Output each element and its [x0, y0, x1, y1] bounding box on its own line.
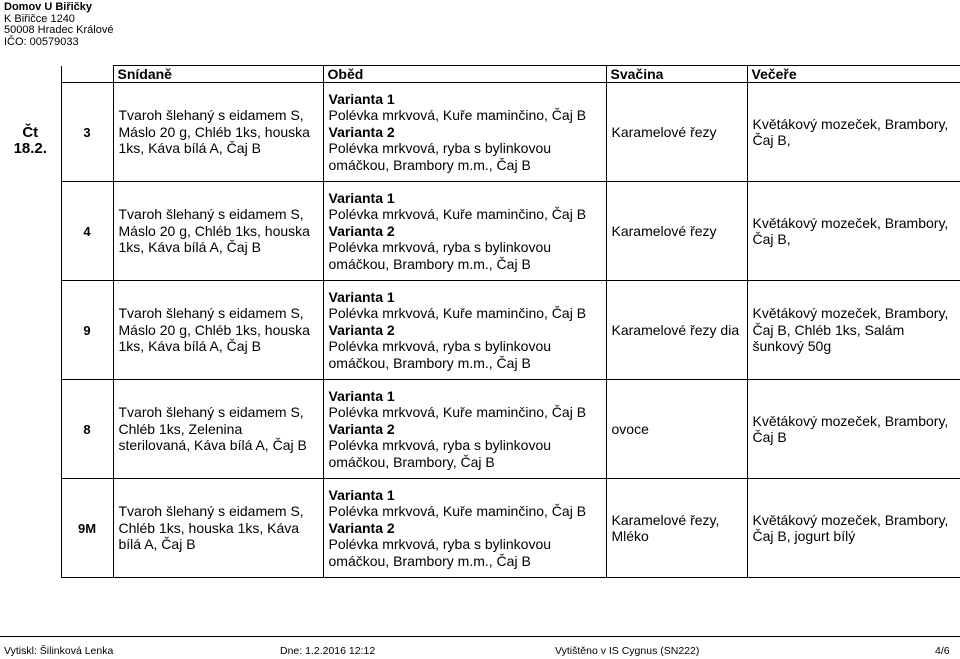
menu-table	[0, 65, 960, 578]
lunch-variant-2-line: Polévka mrkvová, ryba s bylinkovou	[328, 239, 552, 256]
menu-header-row	[0, 66, 960, 83]
lunch-variant-2-line: Polévka mrkvová, ryba s bylinkovou	[328, 338, 552, 355]
menu-row	[0, 281, 960, 380]
day-cell	[0, 83, 61, 578]
dinner-line: Květákový mozeček, Brambory,	[752, 214, 949, 231]
lunch-variant-2-label: Varianta 2	[328, 519, 395, 536]
menu-row	[0, 182, 960, 281]
dinner-cell	[747, 479, 960, 578]
dinner-cell	[747, 281, 960, 380]
breakfast-line: 1ks, Káva bílá A, Čaj B	[118, 338, 261, 355]
lunch-variant-2-line: omáčkou, Brambory m.m., Čaj B	[328, 156, 531, 173]
dinner-line: Květákový mozeček, Brambory,	[752, 412, 949, 429]
lunch-variant-1-line: Polévka mrkvová, Kuře maminčino, Čaj B	[328, 503, 587, 520]
breakfast-line: Tvaroh šlehaný s eidamem S,	[118, 404, 304, 421]
dinner-cell	[747, 182, 960, 281]
footer-date: Dne: 1.2.2016 12:12	[280, 645, 376, 657]
lunch-variant-2-line: omáčkou, Brambory m.m., Čaj B	[328, 354, 531, 371]
column-header-breakfast: Snídaně	[113, 66, 323, 83]
breakfast-cell	[113, 479, 323, 578]
lunch-variant-1-label: Varianta 1	[328, 189, 395, 206]
breakfast-line: Chléb 1ks, Zelenina	[118, 420, 243, 437]
snack-line: Karamelové řezy	[611, 222, 717, 239]
organization-header	[4, 2, 113, 48]
dinner-line: Čaj B, jogurt bílý	[752, 528, 856, 544]
snack-cell	[606, 281, 747, 380]
menu-row	[0, 83, 960, 182]
lunch-variant-2-line: omáčkou, Brambory m.m., Čaj B	[328, 552, 531, 569]
diet-number: 4	[61, 182, 113, 281]
breakfast-cell	[113, 281, 323, 380]
diet-number: 9	[61, 281, 113, 380]
breakfast-line: 1ks, Káva bílá A, Čaj B	[118, 239, 261, 256]
lunch-variant-2-line: Polévka mrkvová, ryba s bylinkovou	[328, 437, 552, 454]
lunch-variant-1-line: Polévka mrkvová, Kuře maminčino, Čaj B	[328, 305, 587, 322]
snack-line: Karamelové řezy dia	[611, 321, 740, 338]
dinner-line: šunkový 50g	[752, 338, 832, 355]
diet-number: 8	[61, 380, 113, 479]
lunch-variant-1-line: Polévka mrkvová, Kuře maminčino, Čaj B	[328, 206, 587, 223]
lunch-cell	[323, 182, 606, 281]
header-blank	[0, 66, 61, 83]
dinner-line: Květákový mozeček, Brambory,	[752, 305, 949, 322]
org-name: Domov U Biřičky	[4, 1, 93, 13]
footer-page: 4/6	[935, 645, 950, 657]
header-blank	[61, 66, 113, 83]
lunch-variant-1-label: Varianta 1	[328, 90, 395, 107]
menu-row	[0, 479, 960, 578]
dinner-line: Čaj B,	[752, 231, 791, 247]
column-header-lunch: Oběd	[323, 66, 606, 83]
snack-line: Karamelové řezy,	[611, 511, 720, 528]
breakfast-cell	[113, 83, 323, 182]
column-header-dinner: Večeře	[747, 66, 960, 83]
breakfast-line: Máslo 20 g, Chléb 1ks, houska	[118, 321, 310, 338]
breakfast-line: 1ks, Káva bílá A, Čaj B	[118, 140, 261, 157]
breakfast-cell	[113, 380, 323, 479]
dinner-line: Květákový mozeček, Brambory,	[752, 511, 949, 528]
org-address-city: 50008 Hradec Králové	[4, 24, 114, 36]
dinner-line: Čaj B, Chléb 1ks, Salám	[752, 321, 905, 338]
lunch-cell	[323, 479, 606, 578]
lunch-cell	[323, 281, 606, 380]
footer-system: Vytištěno v IS Cygnus (SN222)	[555, 645, 700, 657]
breakfast-line: Máslo 20 g, Chléb 1ks, houska	[118, 123, 310, 140]
lunch-variant-1-line: Polévka mrkvová, Kuře maminčino, Čaj B	[328, 404, 587, 421]
snack-line: Karamelové řezy	[611, 123, 717, 140]
dinner-line: Čaj B,	[752, 132, 791, 148]
menu-row	[0, 380, 960, 479]
breakfast-line: Tvaroh šlehaný s eidamem S,	[118, 503, 304, 520]
dinner-line: Květákový mozeček, Brambory,	[752, 115, 949, 132]
column-header-snack: Svačina	[606, 66, 747, 83]
snack-cell	[606, 83, 747, 182]
breakfast-line: Máslo 20 g, Chléb 1ks, houska	[118, 222, 310, 239]
breakfast-line: Chléb 1ks, houska 1ks, Káva	[118, 519, 300, 536]
breakfast-line: bílá A, Čaj B	[118, 536, 196, 553]
day-date: 18.2.	[13, 139, 47, 157]
lunch-variant-1-line: Polévka mrkvová, Kuře maminčino, Čaj B	[328, 107, 587, 124]
lunch-variant-2-label: Varianta 2	[328, 420, 395, 437]
breakfast-line: Tvaroh šlehaný s eidamem S,	[118, 305, 304, 322]
footer-printed-by: Vytiskl: Šilinková Lenka	[4, 645, 114, 657]
lunch-variant-2-line: omáčkou, Brambory m.m., Čaj B	[328, 255, 531, 272]
lunch-variant-1-label: Varianta 1	[328, 288, 395, 305]
breakfast-line: sterilovaná, Káva bílá A, Čaj B	[118, 437, 307, 454]
snack-line: Mléko	[611, 528, 649, 544]
snack-cell	[606, 479, 747, 578]
breakfast-line: Tvaroh šlehaný s eidamem S,	[118, 107, 304, 124]
lunch-variant-2-label: Varianta 2	[328, 222, 395, 239]
lunch-variant-2-label: Varianta 2	[328, 123, 395, 140]
dinner-cell	[747, 380, 960, 479]
diet-number: 3	[61, 83, 113, 182]
dinner-cell	[747, 83, 960, 182]
lunch-variant-2-line: omáčkou, Brambory, Čaj B	[328, 453, 495, 470]
lunch-variant-1-label: Varianta 1	[328, 486, 395, 503]
day-label: Čt	[22, 123, 39, 141]
org-ico: IČO: 00579033	[4, 35, 79, 48]
lunch-variant-1-label: Varianta 1	[328, 387, 395, 404]
lunch-variant-2-line: Polévka mrkvová, ryba s bylinkovou	[328, 536, 552, 553]
lunch-cell	[323, 83, 606, 182]
dinner-line: Čaj B	[752, 429, 787, 445]
snack-line: ovoce	[611, 420, 649, 437]
diet-number: 9M	[61, 479, 113, 578]
footer-divider	[0, 636, 960, 637]
lunch-variant-2-label: Varianta 2	[328, 321, 395, 338]
lunch-cell	[323, 380, 606, 479]
lunch-variant-2-line: Polévka mrkvová, ryba s bylinkovou	[328, 140, 552, 157]
breakfast-cell	[113, 182, 323, 281]
snack-cell	[606, 380, 747, 479]
snack-cell	[606, 182, 747, 281]
breakfast-line: Tvaroh šlehaný s eidamem S,	[118, 206, 304, 223]
org-address-street: K Biřičce 1240	[4, 12, 75, 25]
